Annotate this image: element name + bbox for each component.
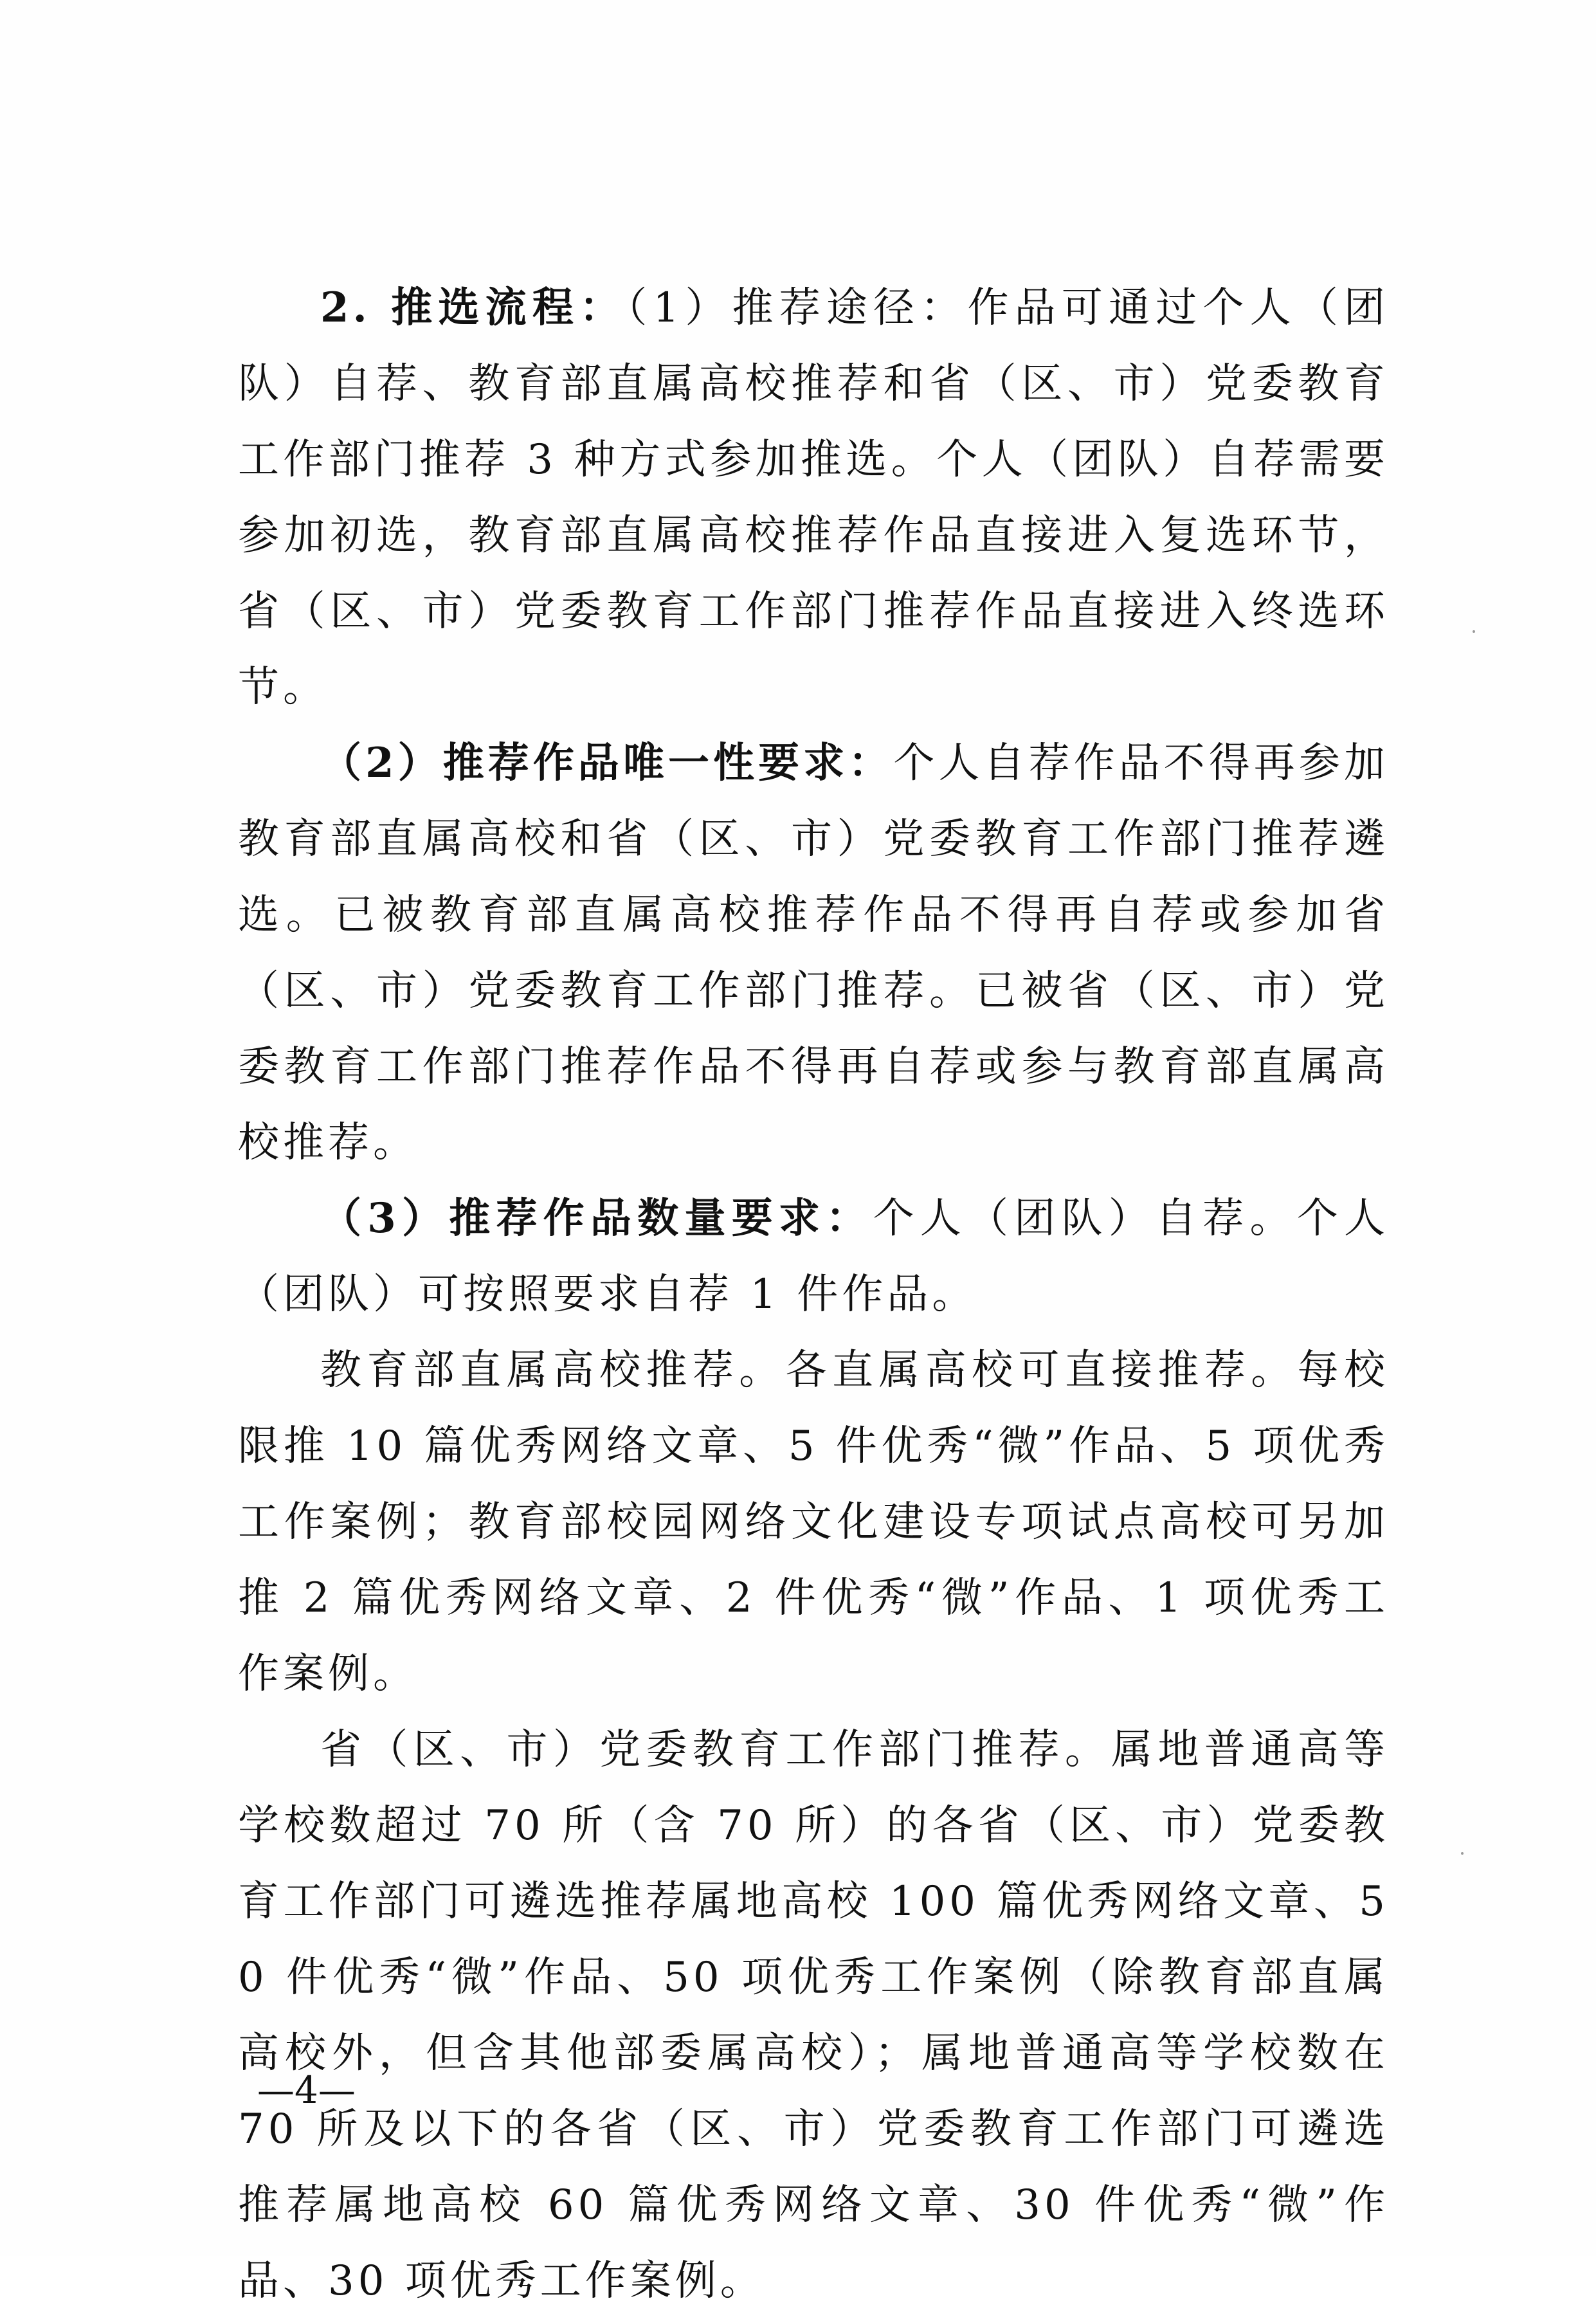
paragraph-quantity-requirement xyxy=(238,1181,1389,1332)
paragraph-lead: （3）推荐作品数量要求： xyxy=(320,1194,873,1242)
paragraph-uniqueness-requirement xyxy=(238,725,1389,1181)
scan-speck xyxy=(1461,1852,1464,1855)
paragraph-recommendation-process xyxy=(238,270,1389,725)
scan-speck xyxy=(1473,630,1475,633)
page-number: —4— xyxy=(257,2068,356,2112)
paragraph-lead: （2）推荐作品唯一性要求： xyxy=(320,739,894,787)
paragraph-lead: 2. 推选流程： xyxy=(320,284,627,332)
paragraph-text: 个人（团队）自荐。个人（团队）可按照要求自荐 1 件作品。 xyxy=(238,1195,1390,1318)
paragraph-text: 省（区、市）党委教育工作部门推荐。属地普通高等学校数超过 70 所（含 70 所）的各省（区、市）党委教育工作部门可遴选推荐属地高校 100 篇优秀网络文章、50 件优秀“微”作品、50 项优秀工作案例（除教育部直属高校外，但含其他部委属高校）；属地普通高等学校数在 70 所及以下的各省（区、市）党委教育工作部门可遴选推荐属地高校 60 篇优秀网络文章、30 件优秀“微”作品、30 项优秀工作案例。 xyxy=(238,1726,1389,2305)
paragraph-text: （1）推荐途径：作品可通过个人（团队）自荐、教育部直属高校推荐和省（区、市）党委教育工作部门推荐 3 种方式参加推选。个人（团队）自荐需要参加初选，教育部直属高校推荐作品直接进入复选环节，省（区、市）党委教育工作部门推荐作品直接进入终选环节。 xyxy=(238,284,1390,711)
paragraph-text: 教育部直属高校推荐。各直属高校可直接推荐。每校限推 10 篇优秀网络文章、5 件优秀“微”作品、5 项优秀工作案例；教育部校园网络文化建设专项试点高校可另加推 2 篇优秀网络文章、2 件优秀“微”作品、1 项优秀工作案例。 xyxy=(238,1347,1389,1698)
paragraph-direct-universities xyxy=(238,1332,1389,1712)
paragraph-text: 个人自荐作品不得再参加教育部直属高校和省（区、市）党委教育工作部门推荐遴选。已被教育部直属高校推荐作品不得再自荐或参加省（区、市）党委教育工作部门推荐。已被省（区、市）党委教育工作部门推荐作品不得再自荐或参与教育部直属高校推荐。 xyxy=(238,740,1390,1167)
document-body xyxy=(238,270,1389,2319)
paragraph-provincial-departments xyxy=(238,1712,1389,2319)
